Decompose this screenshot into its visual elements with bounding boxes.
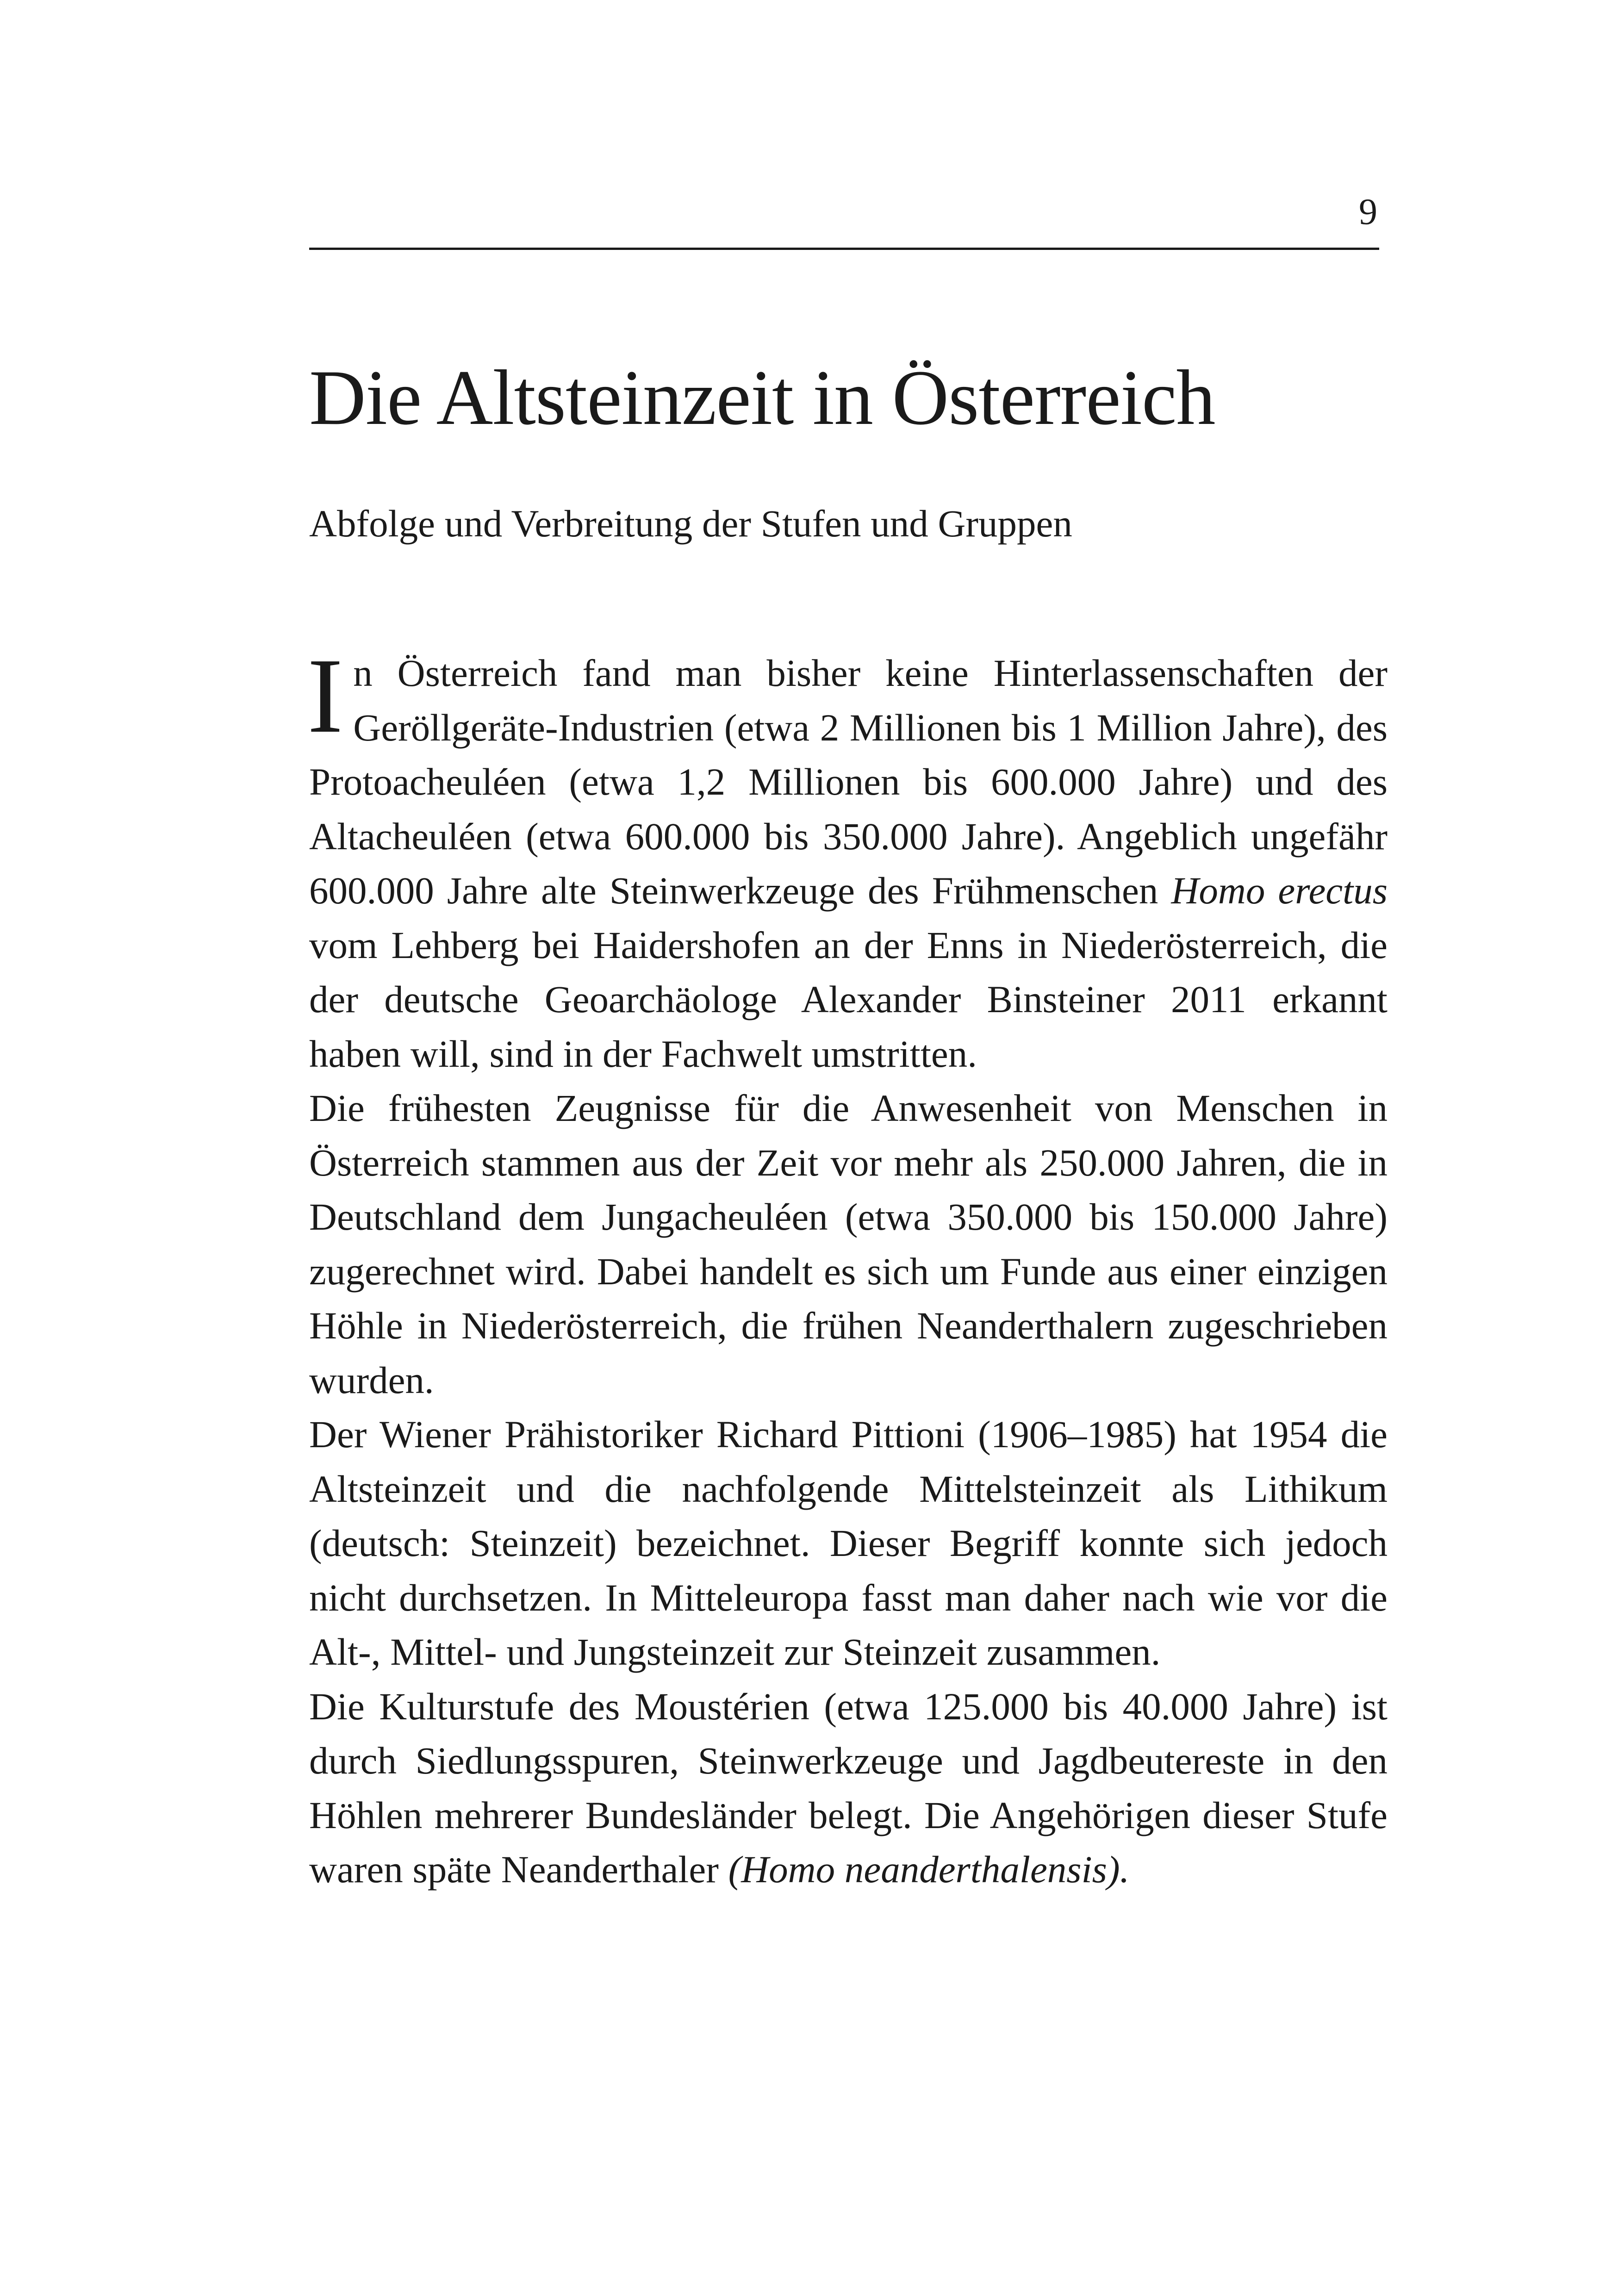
species-name-homo-erectus: Homo erectus [1171, 869, 1388, 912]
paragraph-2: Die frühesten Zeugnisse für die Anwesenheit von Menschen in Österreich stammen aus der Zeit vor mehr als 250.000 Jahren, die in Deutschland dem Jungacheuléen (etwa 350.000 bis 150.000 Jahre) zugerechnet wird. Dabei handelt es sich um Funde aus einer einzigen Höhle in Niederösterreich, die frühen Neanderthalern zugeschrieben wurden. [309, 1087, 1388, 1401]
paragraph-1-text-a: n Österreich fand man bisher keine Hinterlassenschaften der Geröllgeräte-Industrien (etwa 2 Millionen bis 1 Million Jahre), des Protoacheuléen (etwa 1,2 Millionen bis 600.000 Jahre) und des Altacheuléen (etwa 600.000 bis 350.000 Jahre). Angeblich ungefähr 600.000 Jahre alte Steinwerkzeuge des Frühmenschen [309, 652, 1388, 912]
header-rule [309, 248, 1379, 250]
paragraph-4 [309, 1680, 1388, 1897]
page-number: 9 [1359, 192, 1377, 232]
paragraph-3: Der Wiener Prähistoriker Richard Pittioni (1906–1985) hat 1954 die Altsteinzeit und die nachfolgende Mittelsteinzeit als Lithikum (deutsch: Steinzeit) bezeichnet. Dieser Begriff konnte sich jedoch nicht durchsetzen. In Mitteleuropa fasst man daher nach wie vor die Alt-, Mittel- und Jungsteinzeit zur Steinzeit zusammen. [309, 1413, 1388, 1673]
paragraph-1-text-b: vom Lehberg bei Haidershofen an der Enns in Niederösterreich, die der deutsche Geoarchäologe Alexander Binsteiner 2011 erkannt haben will, sind in der Fachwelt umstritten. [309, 923, 1388, 1075]
chapter-subtitle: Abfolge und Verbreitung der Stufen und Gruppen [309, 502, 1072, 545]
paragraph-4-text-a: Die Kulturstufe des Moustérien (etwa 125.000 bis 40.000 Jahre) ist durch Siedlungsspuren, Steinwerkzeuge und Jagdbeutereste in den Höhlen mehrerer Bundesländer belegt. Die Angehörigen dieser Stufe waren späte Neanderthaler [309, 1685, 1388, 1891]
paragraph-1 [307, 636, 1388, 1081]
species-name-homo-neanderthalensis: (Homo neanderthalensis). [728, 1848, 1130, 1891]
chapter-title: Die Altsteinzeit in Österreich [309, 354, 1215, 441]
drop-cap: I [307, 636, 343, 755]
body-text [307, 636, 1388, 1897]
